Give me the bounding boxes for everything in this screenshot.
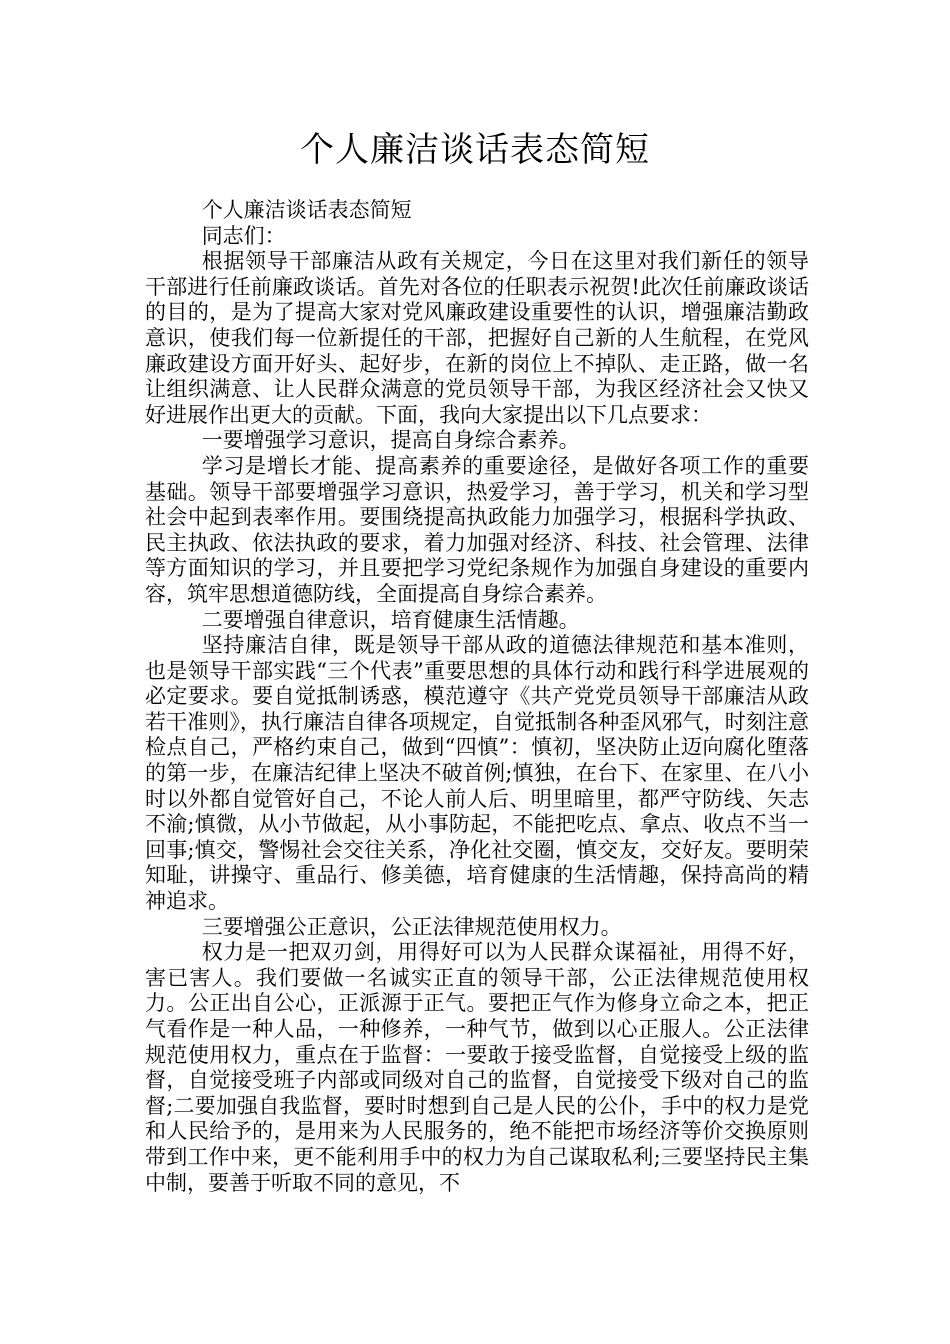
paragraph-salutation: 同志们：: [201, 223, 286, 248]
section-heading-1: 一要增强学习意识，提高自身综合素养。: [201, 428, 580, 453]
paragraph-intro: 根据领导干部廉洁从政有关规定，今日在这里对我们新任的领导干部进行任前廉政谈话。首先对各位的任职表示祝贺!此次任前廉政谈话的目的，是为了提高大家对党风廉政建设重要性的认识，增强廉洁勤政意识，使我们每一位新提任的干部，把握好自己新的人生航程，在党风廉政建设方面开好头、起好步，在新的岗位上不掉队、走正路，做一名让组织满意、让人民群众满意的党员领导干部，为我区经济社会又快又好进展作出更大的贡献。下面，我向大家提出以下几点要求：: [145, 249, 809, 427]
section-heading-3: 三要增强公正意识，公正法律规范使用权力。: [201, 914, 622, 939]
document-body: [145, 198, 809, 1196]
paragraph-section-1: 学习是增长才能、提高素养的重要途径，是做好各项工作的重要基础。领导干部要增强学习意识，热爱学习，善于学习，机关和学习型社会中起到表率作用。要围绕提高执政能力加强学习，根据科学执政、民主执政、依法执政的要求，着力加强对经济、科技、社会管理、法律等方面知识的学习，并且要把学习党纪条规作为加强自身建设的重要内容，筑牢思想道德防线，全面提高自身综合素养。: [145, 453, 809, 606]
page-title: 个人廉洁谈话表态简短: [300, 130, 650, 170]
paragraph-section-3: 权力是一把双刃剑，用得好可以为人民群众谋福祉，用得不好，害已害人。我们要做一名诚实正直的领导干部，公正法律规范使用权力。公正出自公心，正派源于正气。要把正气作为修身立命之本，把正气看作是一种人品，一种修养，一种气节，做到以心正服人。公正法律规范使用权力，重点在于监督：一要敢于接受监督，自觉接受上级的监督，自觉接受班子内部或同级对自己的监督，自觉接受下级对自己的监督;二要加强自我监督，要时时想到自己是人民的公仆，手中的权力是党和人民给予的，是用来为人民服务的，绝不能把市场经济等价交换原则带到工作中来，更不能利用手中的权力为自己谋取私利;三要坚持民主集中制，要善于听取不同的意见，不: [145, 940, 809, 1195]
paragraph-section-2: 坚持廉洁自律，既是领导干部从政的道德法律规范和基本准则，也是领导干部实践“三个代表”重要思想的具体行动和践行科学进展观的必定要求。要自觉抵制诱惑，模范遵守《共产党党员领导干部廉洁从政若干准则》，执行廉洁自律各项规定，自觉抵制各种歪风邪气，时刻注意检点自己，严格约束自己，做到“四慎”：慎初，坚决防止迈向腐化堕落的第一步，在廉洁纪律上坚决不破首例;慎独，在台下、在家里、在八小时以外都自觉管好自己，不论人前人后、明里暗里，都严守防线、矢志不渝;慎微，从小节做起，从小事防起，不能把吃点、拿点、收点不当一回事;慎交，警惕社会交往关系，净化社交圈，慎交友，交好友。要明荣知耻，讲操守、重品行、修美德，培育健康的生活情趣，保持高尚的精神追求。: [145, 633, 809, 914]
paragraph-subtitle: 个人廉洁谈话表态简短: [201, 198, 412, 222]
section-heading-2: 二要增强自律意识，培育健康生活情趣。: [201, 607, 580, 632]
